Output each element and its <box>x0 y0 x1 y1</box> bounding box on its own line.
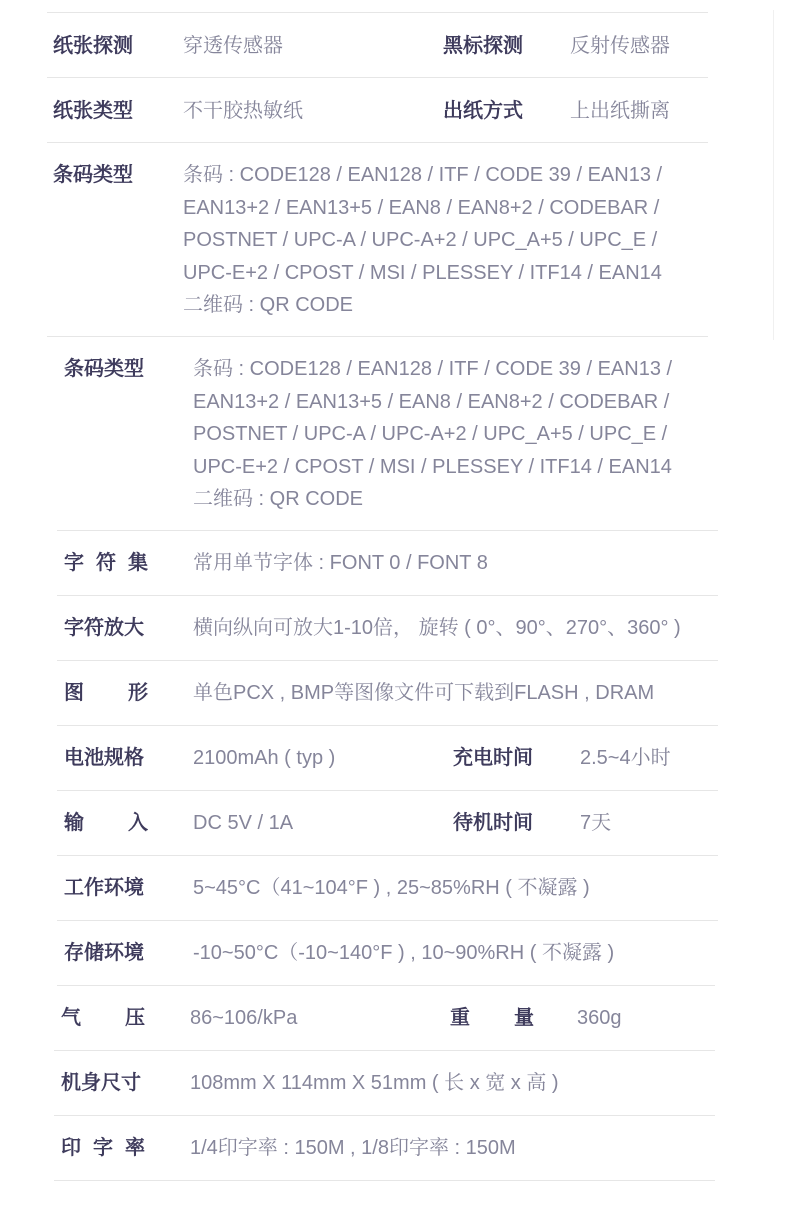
barcode-line: 二维码 : QR CODE <box>193 488 364 510</box>
label-char: 气 <box>61 1007 81 1029</box>
row-divider <box>57 920 718 921</box>
barcode-line: 条码 : CODE128 / EAN128 / ITF / CODE 39 / EAN13 / <box>193 358 673 380</box>
row-divider <box>57 530 718 531</box>
storage-env-label: 存储环境 <box>64 942 144 964</box>
paper-out-value: 上出纸撕离 <box>570 100 670 122</box>
label-char: 压 <box>125 1007 145 1029</box>
standby-value: 7天 <box>580 812 612 834</box>
barcode-line: EAN13+2 / EAN13+5 / EAN8 / EAN8+2 / CODEBAR / <box>193 390 670 413</box>
barcode-line: 条码 : CODE128 / EAN128 / ITF / CODE 39 / EAN13 / <box>183 164 663 186</box>
label-char: 图 <box>64 682 84 704</box>
barcode-line: 二维码 : QR CODE <box>183 294 354 316</box>
print-rate-label <box>61 1136 145 1160</box>
label-char: 量 <box>514 1007 534 1029</box>
row-divider <box>57 855 718 856</box>
paper-out-label: 出纸方式 <box>443 100 523 122</box>
weight-value: 360g <box>577 1007 622 1029</box>
label-char: 重 <box>450 1007 470 1029</box>
graphics-value: 单色PCX , BMP等图像文件可下载到FLASH , DRAM <box>193 682 655 704</box>
battery-label: 电池规格 <box>64 747 144 769</box>
label-char: 符 <box>96 552 116 574</box>
barcode-line: POSTNET / UPC-A / UPC-A+2 / UPC_A+5 / UPC_E / <box>183 229 658 251</box>
standby-label: 待机时间 <box>453 812 533 834</box>
label-char: 入 <box>128 812 148 834</box>
barcode-line: POSTNET / UPC-A / UPC-A+2 / UPC_A+5 / UPC_E / <box>193 423 668 445</box>
barcode-type-label: 条码类型 <box>64 358 144 380</box>
label-char: 率 <box>125 1137 145 1159</box>
input-value: DC 5V / 1A <box>193 812 294 834</box>
black-mark-value: 反射传感器 <box>570 35 670 57</box>
row-divider <box>57 725 718 726</box>
charset-value: 常用单节字体 : FONT 0 / FONT 8 <box>193 552 488 574</box>
charge-time-value: 2.5~4小时 <box>580 747 671 769</box>
print-rate-value: 1/4印字率 : 150M , 1/8印字率 : 150M <box>190 1137 516 1159</box>
char-zoom-label: 字符放大 <box>64 617 144 639</box>
label-char: 字 <box>93 1137 113 1159</box>
row-divider <box>57 790 718 791</box>
pressure-value: 86~106/kPa <box>190 1007 298 1029</box>
graphics-label <box>64 681 148 705</box>
paper-type-label: 纸张类型 <box>53 100 133 122</box>
label-char: 印 <box>61 1137 81 1159</box>
weight-label <box>450 1006 534 1030</box>
pressure-label <box>61 1006 145 1030</box>
paper-detect-label: 纸张探测 <box>53 35 133 57</box>
size-value: 108mm X 114mm X 51mm ( 长 x 宽 x 高 ) <box>190 1072 559 1094</box>
work-env-value: 5~45°C（41~104°F ) , 25~85%RH ( 不凝露 ) <box>193 877 590 899</box>
charge-time-label: 充电时间 <box>453 747 533 769</box>
label-char: 字 <box>64 552 84 574</box>
barcode-line: EAN13+2 / EAN13+5 / EAN8 / EAN8+2 / CODEBAR / <box>183 196 660 219</box>
storage-env-value: -10~50°C（-10~140°F ) , 10~90%RH ( 不凝露 ) <box>193 942 615 964</box>
barcode-line: UPC-E+2 / CPOST / MSI / PLESSEY / ITF14 / EAN14 <box>183 261 662 284</box>
battery-value: 2100mAh ( typ ) <box>193 747 336 769</box>
charset-label <box>64 551 148 575</box>
label-char: 输 <box>64 812 84 834</box>
row-divider <box>54 1115 715 1116</box>
barcode-line: UPC-E+2 / CPOST / MSI / PLESSEY / ITF14 / EAN14 <box>193 455 672 478</box>
row-divider <box>57 595 718 596</box>
paper-type-value: 不干胶热敏纸 <box>183 100 303 122</box>
barcode-type-value <box>193 353 672 516</box>
input-label <box>64 811 148 835</box>
row-divider <box>54 1050 715 1051</box>
label-char: 形 <box>128 682 148 704</box>
size-label: 机身尺寸 <box>61 1072 141 1094</box>
char-zoom-value: 横向纵向可放大1-10倍， 旋转 ( 0°、90°、270°、360° ) <box>193 617 681 639</box>
row-divider <box>57 985 715 986</box>
paper-detect-value: 穿透传感器 <box>183 35 283 57</box>
row-divider <box>54 1180 715 1181</box>
black-mark-label: 黑标探测 <box>443 35 523 57</box>
label-char: 集 <box>128 552 148 574</box>
work-env-label: 工作环境 <box>64 877 144 899</box>
row-divider <box>57 660 718 661</box>
barcode-type-label: 条码类型 <box>53 164 133 186</box>
